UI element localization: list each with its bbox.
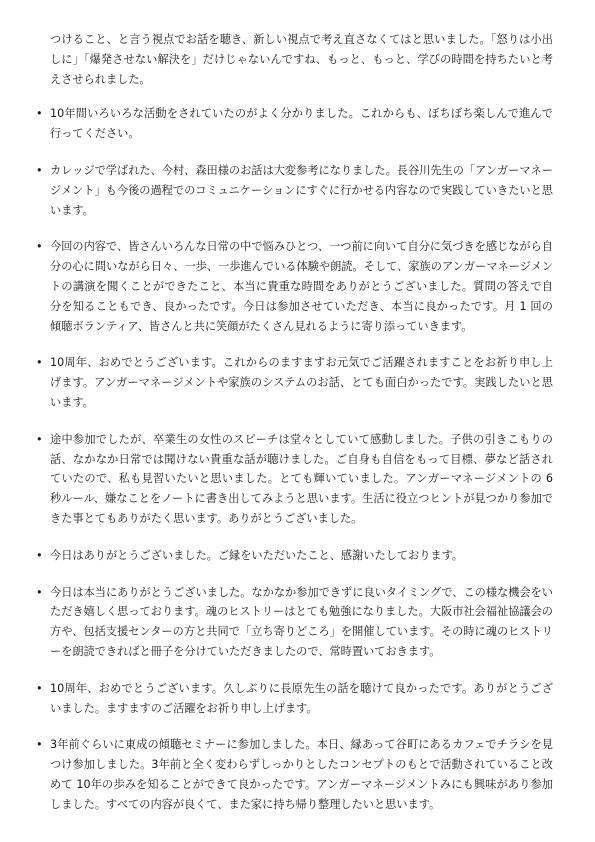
comment-item [30, 353, 553, 412]
comment-item [30, 546, 553, 566]
comment-item [30, 104, 553, 144]
comment-item [30, 679, 553, 719]
comment-text: 今日はありがとうございました。ご縁をいただいたこと、感謝いたしております。 [50, 548, 464, 562]
comment-text: 10周年、おめでとうございます。久しぶりに長原先生の話を聴けて良かったです。ありがとうございました。ますますのご活躍をお祈り申し上げます。 [50, 681, 553, 715]
comment-text: 10周年、おめでとうございます。これからのますますお元気でご活躍されますことをお祈り申し上げます。アンガーマネージメントや家族のシステムのお話、とても面白かったです。実践したいと思います。 [50, 356, 553, 409]
bullet-icon: • [36, 585, 43, 599]
comment-item [30, 237, 553, 336]
comment-item [30, 430, 553, 529]
bullet-icon: • [36, 681, 43, 695]
comment-item [30, 583, 553, 662]
bullet-icon: • [36, 240, 43, 254]
comment-text: 途中参加でしたが、卒業生の女性のスピーチは堂々としていて感動しました。子供の引きこもりの話、なかなか日常では聞けない貴重な話が聴けました。ご自身も自信をもって目標、夢など話されていたので、私も見習いたいと思いました。とても輝いていました。アンガーマネージメントの 6 秒ルール、嫌なことをノートに書き出してみようと思います。生活に役立つヒントが見つかり参加できた事とてもありがたく思います。ありがとうございました。 [50, 432, 553, 525]
comment-text: 今回の内容で、皆さんいろんな日常の中で悩みひとつ、一つ前に向いて自分に気づきを感じながら自分の心に問いながら日々、一歩、一歩進んでいる体験や朗読。そして、家族のアンガーマネージメントの講演を聞くことができたこと、本当に貴重な時間をありがとうございました。質問の答えで自分を知ることもでき、良かったです。今日は参加させていただき、本当に良かったです。月 1 回の傾聴ボランティア、皆さんと共に笑顔がたくさん見れるように寄り添っていきます。 [50, 240, 553, 333]
comment-text: つけること、と言う視点でお話を聴き、新しい視点で考え直さなくてはと思いました。「怒りは小出しに」「爆発させない解決を」だけじゃないんですね、もっと、もっと、学びの時間を持ちたいと考えさせられました。 [50, 33, 553, 86]
comment-item [30, 161, 553, 220]
comment-text: 3年前ぐらいに東成の傾聴セミナーに参加しました。本日、縁あって谷町にあるカフェでチラシを見つけ参加しました。3年前と全く変わらずしっかりとしたコンセプトのもとで活動されていること改めて 10年の歩みを知ることができて良かったです。アンガーマネージメントみにも興味があり参加しました。すべての内容が良くて、また家に持ち帰り整理したいと思います。 [50, 738, 553, 811]
bullet-icon: • [36, 356, 43, 370]
comment-text: カレッジで学ばれた、今村、森田様のお話は大変参考になりました。長谷川先生の「アンガーマネージメント」も今後の過程でのコミュニケーションにすぐに行かせる内容なので実践していきたいと思います。 [50, 163, 553, 217]
bullet-icon: • [36, 548, 43, 562]
comment-item [30, 30, 553, 89]
bullet-icon: • [36, 163, 43, 177]
bullet-icon: • [36, 432, 43, 446]
comment-text: 10年間いろいろな活動をされていたのがよく分かりました。これからも、ぼちぼち楽しんで進んで行ってください。 [50, 107, 553, 141]
comment-item [30, 735, 553, 814]
bullet-icon: • [36, 107, 43, 121]
bullet-icon: • [36, 738, 43, 752]
comment-text: 今日は本当にありがとうございました。なかなか参加できずに良いタイミングで、この様な機会をいただき嬉しく思っております。魂のヒストリーはとても勉強になりました。大阪市社会福祉協議会の方や、包括支援センターの方と共同で「立ち寄りどころ」を開催しています。その時に魂のヒストリーを朗読できればと冊子を分けていただきましたので、常時置いておきます。 [50, 585, 553, 658]
